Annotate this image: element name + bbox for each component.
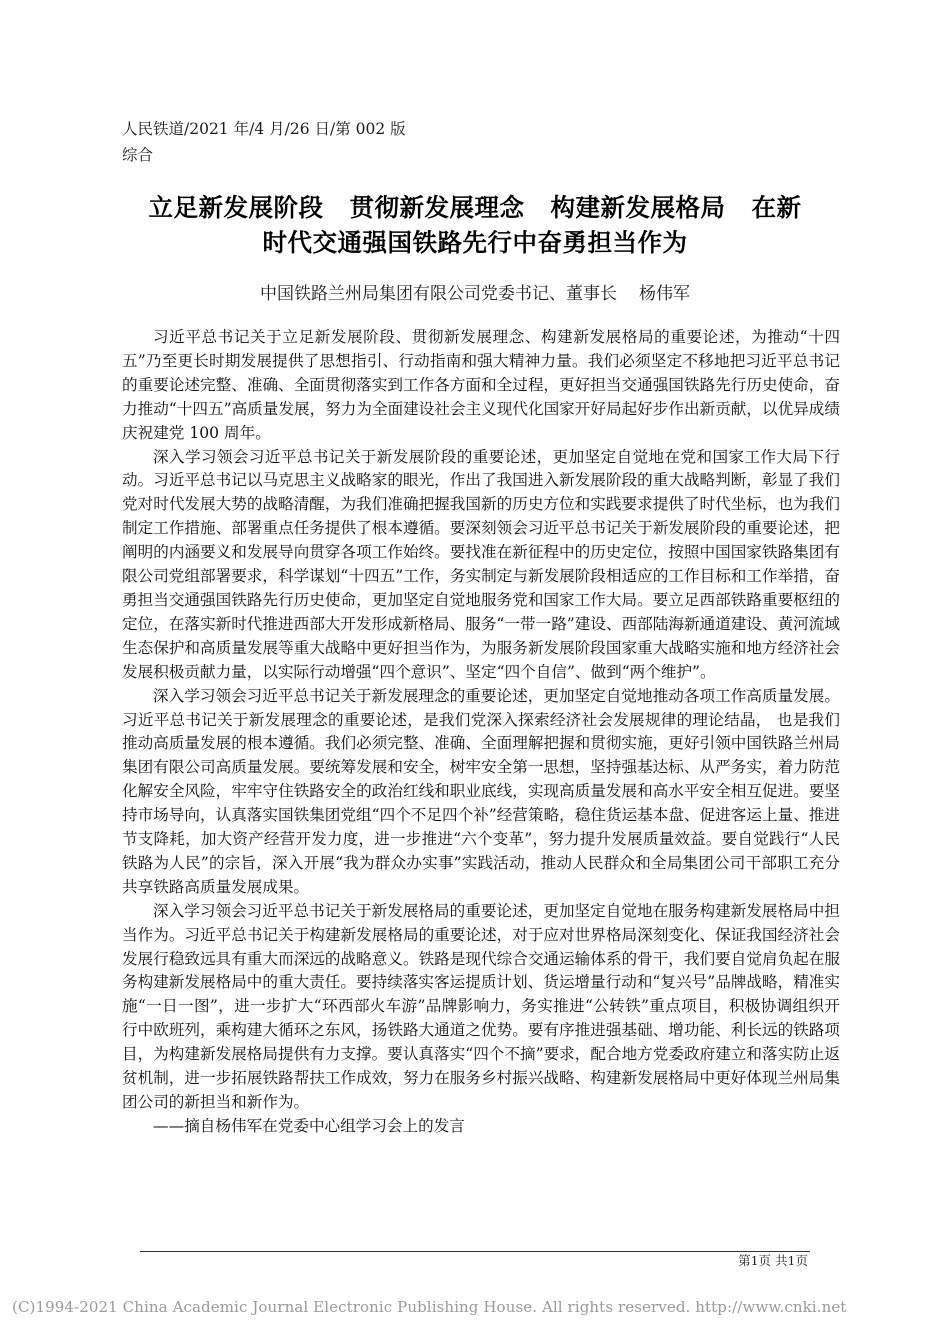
author-name: 杨伟军	[639, 284, 690, 304]
article-body	[122, 326, 840, 1139]
paragraph-3: 深入学习领会习近平总书记关于新发展理念的重要论述，更加坚定自觉地推动各项工作高质量发展。习近平总书记关于新发展理念的重要论述，是我们党深入探索经济社会发展规律的理论结晶， 也是我们推动高质量发展的根本遵循。我们必须完整、准确、全面理解把握和贯彻实施，更好引领中国铁路兰州局集团有限公司高质量发展。要统筹发展和安全，树牢安全第一思想，坚持强基达标、从严务实，着力防范化解安全风险，牢牢守住铁路安全的政治红线和职业底线，实现高质量发展和高水平安全相互促进。要坚持市场导向，认真落实国铁集团党组“四个不足四个补”经营策略，稳住货运基本盘、促进客运上量、推进节支降耗，加大资产经营开发力度，进一步推进“六个变革”，努力提升发展质量效益。要自觉践行“人民铁路为人民”的宗旨，深入开展“我为群众办实事”实践活动，推动人民群众和全局集团公司干部职工充分共享铁路高质量发展成果。	[122, 686, 840, 896]
title-segment-4-end: 时代交通强国铁路先行中奋勇担当作为	[262, 228, 688, 257]
title-segment-1: 立足新发展阶段	[148, 193, 324, 222]
section-label: 综合	[122, 146, 154, 164]
source-note: ——摘自杨伟军在党委中心组学习会上的发言	[153, 1116, 465, 1135]
title-line-1	[100, 190, 850, 225]
source-line: 人民铁道/2021 年/4 月/26 日/第 002 版	[122, 120, 406, 138]
page-indicator: 第1页 共1页	[738, 1253, 808, 1268]
paragraph-4: 深入学习领会习近平总书记关于新发展格局的重要论述，更加坚定自觉地在服务构建新发展格局中担当作为。习近平总书记关于构建新发展格局的重要论述，对于应对世界格局深刻变化、保证我国经济社会发展行稳致远具有重大而深远的战略意义。铁路是现代综合交通运输体系的骨干，我们要自觉肩负起在服务构建新发展格局中的重大责任。要持续落实客运提质计划、货运增量行动和“复兴号”品牌战略，精准实施“一日一图”，进一步扩大“环西部火车游”品牌影响力，务实推进“公转铁”重点项目，积极协调组织开行中欧班列，乘构建大循环之东风，扬铁路大通道之优势。要有序推进强基础、增功能、利长远的铁路项目，为构建新发展格局提供有力支撑。要认真落实“四个不摘”要求，配合地方党委政府建立和落实防止返贫机制，进一步拓展铁路帮扶工作成效，努力在服务乡村振兴战略、构建新发展格局中更好体现兰州局集团公司的新担当和新作为。	[122, 901, 840, 1111]
title-segment-4-start: 在新	[751, 193, 802, 222]
footer-divider	[140, 1251, 810, 1252]
author-title: 中国铁路兰州局集团有限公司党委书记、董事长	[260, 284, 617, 304]
title-segment-2: 贯彻新发展理念	[349, 193, 525, 222]
document-header	[122, 116, 406, 168]
title-segment-3: 构建新发展格局	[550, 193, 726, 222]
copyright-watermark: (C)1994-2021 China Academic Journal Electronic Publishing House. All rights reserved. http://www.cnki.net	[12, 1298, 847, 1316]
paragraph-1: 习近平总书记关于立足新发展阶段、贯彻新发展理念、构建新发展格局的重要论述，为推动“十四五”乃至更长时期发展提供了思想指引、行动指南和强大精神力量。我们必须坚定不移地把习近平总书记的重要论述完整、准确、全面贯彻落实到工作各方面和全过程，更好担当交通强国铁路先行历史使命，奋力推动“十四五”高质量发展，努力为全面建设社会主义现代化国家开好局起好步作出新贡献，以优异成绩庆祝建党 100 周年。	[122, 328, 840, 442]
author-line	[100, 282, 850, 306]
title-line-2	[100, 225, 850, 260]
paragraph-2: 深入学习领会习近平总书记关于新发展阶段的重要论述，更加坚定自觉地在党和国家工作大局下行动。习近平总书记以马克思主义战略家的眼光，作出了我国进入新发展阶段的重大战略判断，彰显了我们党对时代发展大势的战略清醒，为我们准确把握我国新的历史方位和实践要求提供了时代坐标，也为我们制定工作措施、部署重点任务提供了根本遵循。要深刻领会习近平总书记关于新发展阶段的重要论述，把阐明的内涵要义和发展导向贯穿各项工作始终。要找准在新征程中的历史定位，按照中国国家铁路集团有限公司党组部署要求，科学谋划“十四五”工作，务实制定与新发展阶段相适应的工作目标和工作举措，奋勇担当交通强国铁路先行历史使命，更加坚定自觉地服务党和国家工作大局。要立足西部铁路重要枢纽的定位，在落实新时代推进西部大开发形成新格局、服务“一带一路”建设、西部陆海新通道建设、黄河流域生态保护和高质量发展等重大战略中更好担当作为，为服务新发展阶段国家重大战略实施和地方经济社会发展积极贡献力量，以实际行动增强“四个意识”、坚定“四个自信”、做到“两个维护”。	[122, 447, 840, 681]
article-title	[100, 190, 850, 260]
